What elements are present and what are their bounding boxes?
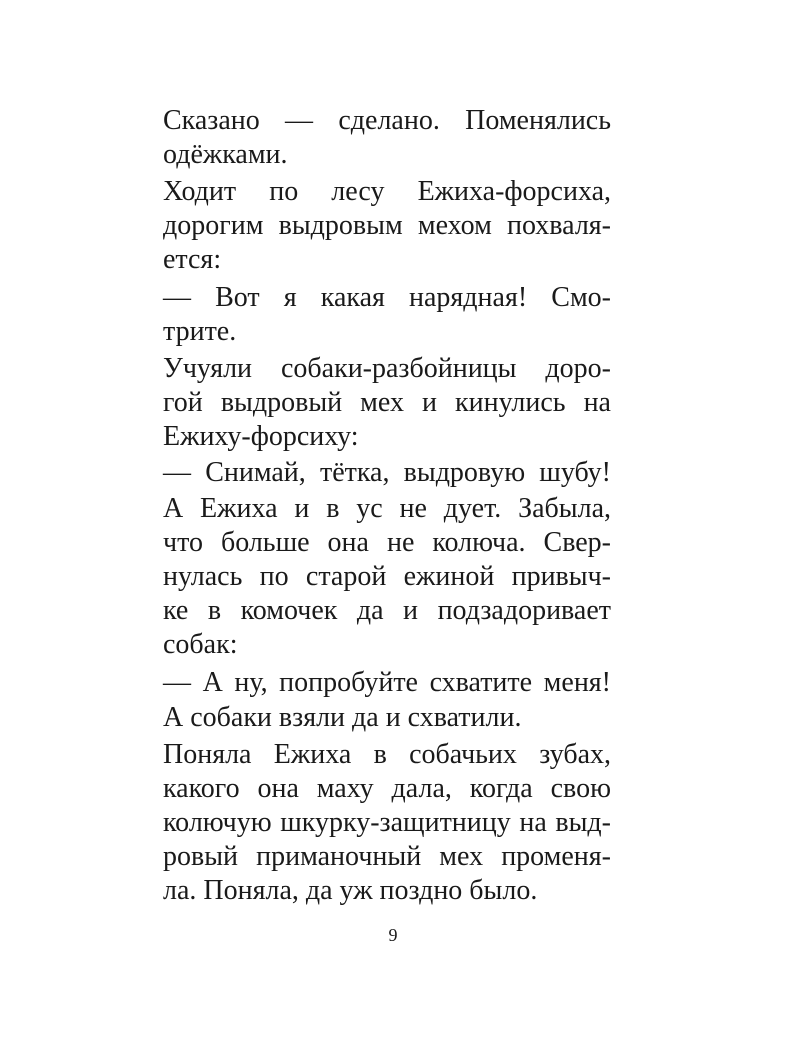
text-line: что больше она не колюча. Свер-	[163, 527, 611, 558]
text-line: А Ежиха и в ус не дует. Забыла,	[163, 493, 611, 524]
text-line: какого она маху дала, когда свою	[163, 773, 611, 804]
text-line: Поняла Ежиха в собачьих зубах,	[163, 739, 611, 770]
text-line: ется:	[163, 244, 222, 275]
text-line: Ежиху-форсиху:	[163, 421, 359, 452]
text-line: ровый приманочный мех променя-	[163, 841, 611, 872]
text-line: колючую шкурку-защитницу на выд-	[163, 807, 611, 838]
text-line: Учуяли собаки-разбойницы доро-	[163, 353, 611, 384]
text-line: — А ну, попробуйте схватите меня!	[163, 667, 611, 698]
text-line: — Вот я какая нарядная! Смо-	[163, 282, 611, 313]
text-line: собак:	[163, 629, 238, 660]
text-line: гой выдровый мех и кинулись на	[163, 387, 611, 418]
page-number: 9	[388, 925, 398, 945]
text-line: ке в комочек да и подзадоривает	[163, 595, 611, 626]
text-line: А собаки взяли да и схватили.	[163, 702, 522, 733]
text-line: Сказано — сделано. Поменялись	[163, 105, 611, 136]
text-line: трите.	[163, 316, 237, 347]
text-line: нулась по старой ежиной привыч-	[163, 561, 611, 592]
text-line: ла. Поняла, да уж поздно было.	[163, 875, 538, 906]
text-line: Ходит по лесу Ежиха-форсиха,	[163, 176, 611, 207]
text-line: — Снимай, тётка, выдровую шубу!	[163, 457, 611, 488]
text-line: дорогим выдровым мехом похваля-	[163, 210, 611, 241]
text-line: одёжками.	[163, 139, 288, 170]
